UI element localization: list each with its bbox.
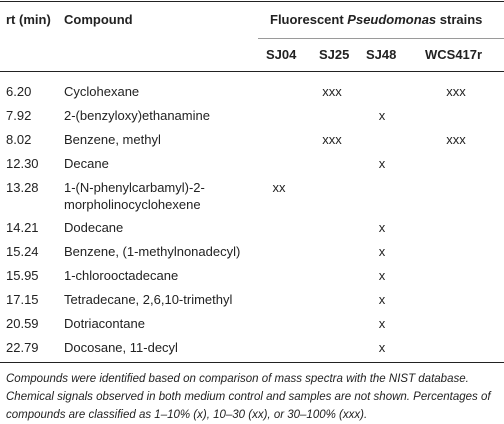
table-top-rule [0, 1, 504, 2]
row-rt: 22.79 [6, 340, 39, 355]
row-rt: 8.02 [6, 132, 32, 147]
row-mark-sj48: x [378, 244, 386, 259]
table-bottom-rule [0, 362, 504, 363]
row-compound: Decane [64, 156, 109, 171]
row-compound-line2: morpholinocyclohexene [64, 197, 201, 212]
header-compound: Compound [64, 12, 133, 27]
row-rt: 15.95 [6, 268, 39, 283]
row-mark-sj48: x [378, 156, 386, 171]
row-mark-sj25: xxx [322, 84, 342, 99]
row-compound: Dotriacontane [64, 316, 145, 331]
row-compound: Dodecane [64, 220, 124, 235]
header-strain-group: Fluorescent Pseudomonas strains [270, 12, 483, 27]
row-compound: Benzene, methyl [64, 132, 161, 147]
header-strain-sj48: SJ48 [366, 47, 397, 62]
header-group-rule [258, 38, 504, 39]
row-mark-sj48: x [378, 292, 386, 307]
row-compound: Cyclohexane [64, 84, 140, 99]
row-rt: 7.92 [6, 108, 32, 123]
header-strain-wcs417r: WCS417r [425, 47, 483, 62]
row-compound: 2-(benzyloxy)ethanamine [64, 108, 210, 123]
row-mark-wcs417r: xxx [446, 132, 466, 147]
row-compound: Benzene, (1-methylnonadecyl) [64, 244, 241, 259]
row-rt: 13.28 [6, 180, 39, 195]
row-rt: 15.24 [6, 244, 39, 259]
row-mark-sj48: x [378, 340, 386, 355]
row-rt: 12.30 [6, 156, 39, 171]
row-compound: Tetradecane, 2,6,10-trimethyl [64, 292, 233, 307]
row-compound: Docosane, 11-decyl [64, 340, 178, 355]
row-mark-sj25: xxx [322, 132, 342, 147]
header-strain-sj25: SJ25 [319, 47, 350, 62]
row-mark-sj48: x [378, 316, 386, 331]
row-mark-sj04: xx [272, 180, 286, 195]
row-mark-sj48: x [378, 268, 386, 283]
row-rt: 20.59 [6, 316, 39, 331]
row-compound: 1-chlorooctadecane [64, 268, 179, 283]
row-rt: 14.21 [6, 220, 39, 235]
row-mark-sj48: x [378, 220, 386, 235]
table-footnote: Compounds were identified based on comparison of mass spectra with the NIST database. Chemical signals observed in both medium control and samples are not shown. Percentages of compounds are classified as 1–10% (x), 10–30 (xx), or 30–100% (xxx). [6, 373, 491, 421]
row-mark-sj48: x [378, 108, 386, 123]
row-rt: 6.20 [6, 84, 32, 99]
header-strain-sj04: SJ04 [266, 47, 297, 62]
header-rt: rt (min) [6, 12, 51, 27]
row-mark-wcs417r: xxx [446, 84, 466, 99]
row-rt: 17.15 [6, 292, 39, 307]
row-compound-line1: 1-(N-phenylcarbamyl)-2- [64, 180, 205, 195]
header-bottom-rule [0, 71, 504, 72]
